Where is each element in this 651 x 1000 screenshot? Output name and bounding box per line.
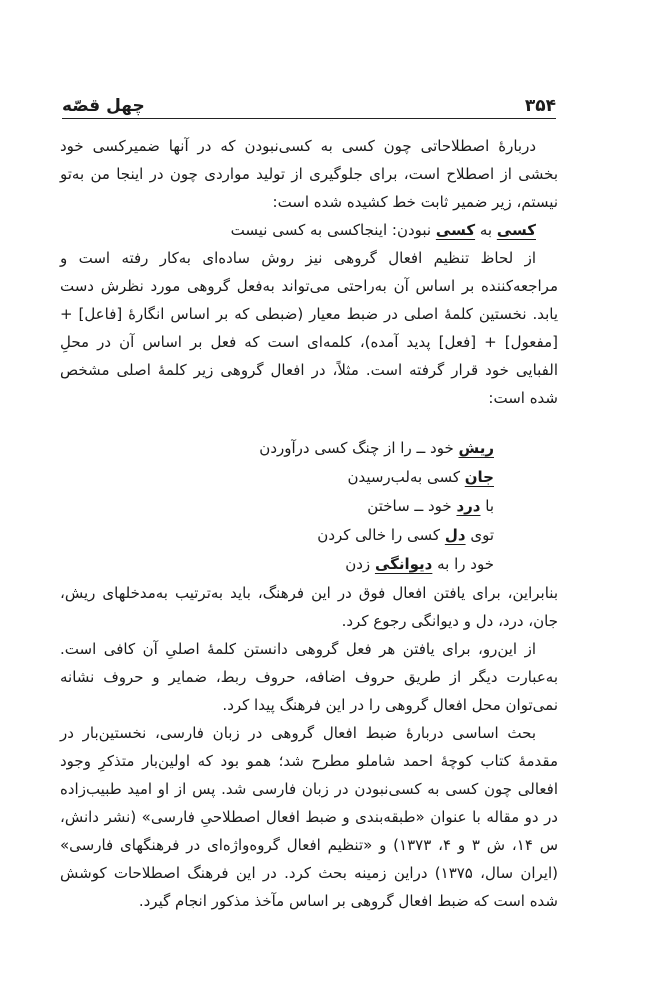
verb-rest: کسی را خالی کردن <box>317 526 445 544</box>
paragraph-1: دربارۀ اصطلاحاتی چون کسی به کسی‌نبودن که در آنها ضمیرکسی خود بخشی از اصطلاح است، برای جلوگیری از تولید مواردی چون در اینجا من به‌تو نیستم، زیر ضمیر ثابت خط کشیده شده است: <box>60 137 558 211</box>
verb-list <box>60 434 558 579</box>
verb-rest: کسی به‌لب‌رسیدن <box>347 468 465 486</box>
page-number: ۳۵۴ <box>524 96 556 116</box>
paragraph-5: بحث اساسی دربارۀ ضبط افعال گروهی در زبان فارسی، نخستین‌بار در مقدمۀ کتاب کوچۀ احمد شاملو مطرح شد؛ همو بود که اولین‌بار متذکرِ وجود افعالی چون کسی به کسی‌نبودن در زبان فارسی شد. پس از او امید طبیب‌زاده در دو مقاله با عنوان «طبقه‌بندی و ضبط افعال اصطلاحیِ فارسی» (نشر دانش، س ۱۴، ش ۳ و ۴، ۱۳۷۳) و «تنظیم افعال گروه‌واژه‌ای در فرهنگهای فارسی» (ایران سال، ۱۳۷۵) دراین زمینه بحث کرد. در این فرهنگ اصطلاحات کوشش شده است که ضبط افعال گروهی بر اساس مآخذ مذکور انجام گیرد. <box>60 724 559 910</box>
verb-item <box>60 463 494 492</box>
verb-key-word: دل <box>444 526 466 544</box>
paragraph-3: بنابراین، برای یافتن افعال فوق در این فرهنگ، باید به‌ترتیب به‌مدخلهای ریش، جان، درد، دل و دیوانگی رجوع کرد. <box>60 584 558 630</box>
verb-rest: زدن <box>345 555 375 573</box>
paragraph-4: از این‌رو، برای یافتن هر فعل گروهی دانستن کلمۀ اصلیِ آن کافی است. به‌عبارت دیگر از طریق حروف اضافه، حروف ربط، ضمایر و حروف نشانه نمی‌توان محل افعال گروهی را در این فرهنگ پیدا کرد. <box>60 640 558 714</box>
example-text: به <box>475 221 497 239</box>
paragraph-2: از لحاظ تنظیم افعال گروهی نیز روش ساده‌ای به‌کار رفته است و مراجعه‌کننده بر اساس آن به‌راحتی می‌تواند به‌فعل گروهی مورد نظرش دست یابد. نخستین کلمۀ اصلی در ضبط معیار (ضبطی که بر اساس انگارۀ [فاعل] + [مفعول] + [فعل] پدید آمده)، کلمه‌ای است که فعل بر اساس آن در محلِ الفبایی خود قرار گرفته است. مثلاً، در افعال گروهی زیر کلمۀ اصلی مشخص شده است: <box>60 249 558 407</box>
verb-prefix: توی <box>465 526 494 544</box>
running-header <box>62 90 556 116</box>
running-title: چهل قصّه <box>62 96 145 116</box>
verb-key-word: دیوانگی <box>374 555 433 573</box>
header-rule <box>62 118 556 119</box>
verb-item <box>60 550 494 579</box>
example-text-2: نبودن: اینجاکسی به کسی نیست <box>230 221 436 239</box>
verb-prefix: خود را به <box>432 555 494 573</box>
verb-item <box>60 521 494 550</box>
verb-key-word: جان <box>464 468 494 486</box>
verb-item <box>60 492 494 521</box>
verb-rest: خود ــ ساختن <box>367 497 457 515</box>
verb-key-word: ریش <box>458 439 494 457</box>
verb-prefix: با <box>480 497 494 515</box>
page-body <box>60 132 558 915</box>
verb-rest: خود ــ را از چنگ‌ کسی درآوردن <box>259 439 459 457</box>
fixed-pronoun: کسی <box>496 221 536 239</box>
verb-item <box>60 434 494 463</box>
example-line <box>60 216 558 244</box>
verb-key-word: درد <box>456 497 481 515</box>
fixed-pronoun-2: کسی <box>435 221 476 239</box>
